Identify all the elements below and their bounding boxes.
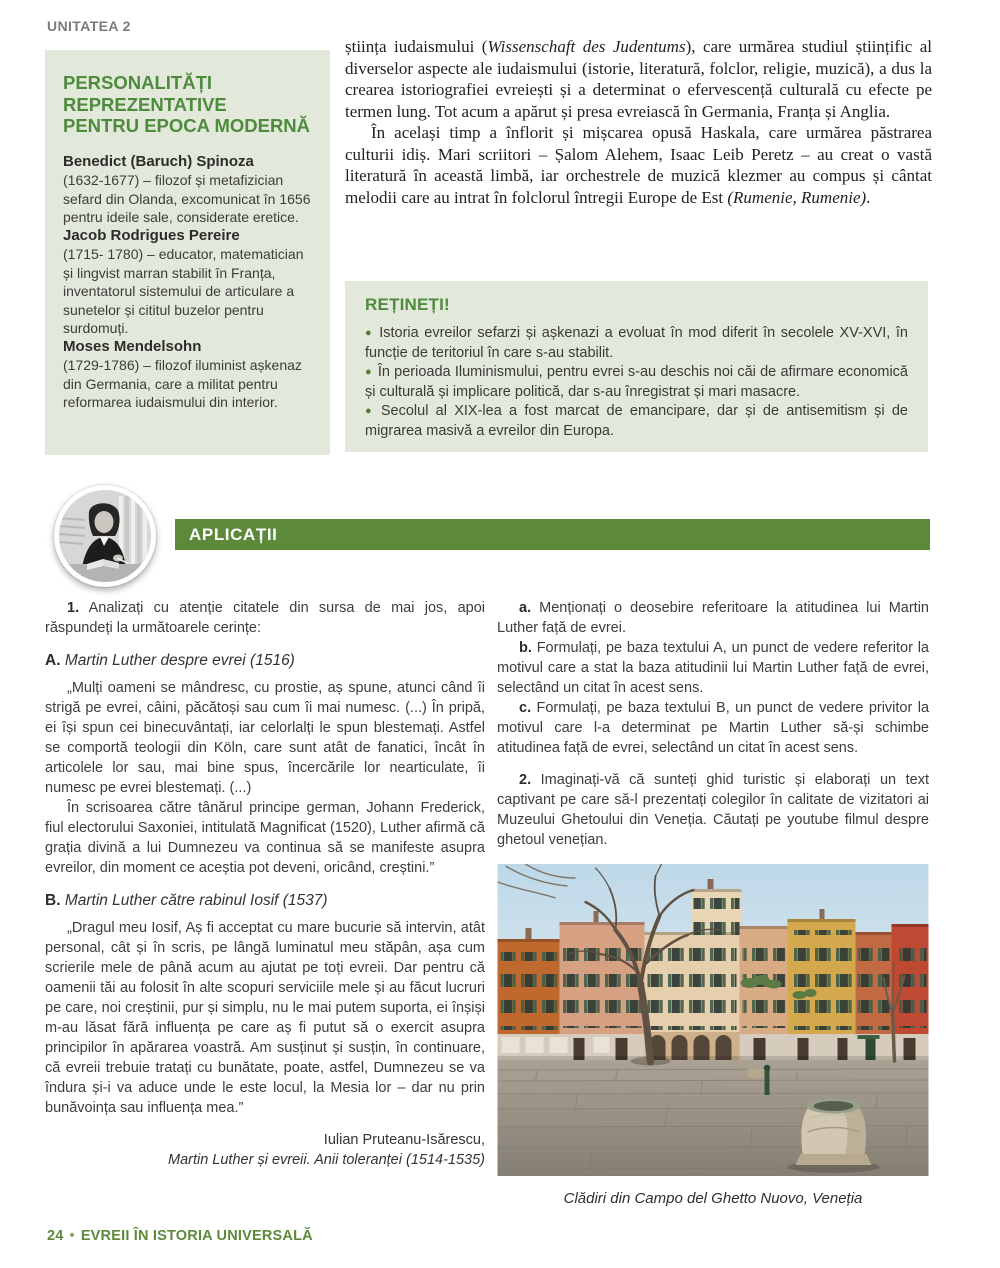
ghetto-nuovo-photo bbox=[497, 864, 929, 1176]
personality-name: Moses Mendelsohn bbox=[63, 337, 202, 355]
question-c: c. Formulați, pe baza textului B, un punct de vedere privitor la motivul care l-a determinat pe Martin Luther să-și schimbe atitudinea față de evrei, selectând un citat în acest sens. bbox=[497, 700, 930, 756]
title-line: PENTRU EPOCA MODERNĂ bbox=[63, 115, 311, 136]
anne-frank-photo-art bbox=[59, 490, 151, 582]
ghetto-nuovo-photo-art bbox=[497, 864, 929, 1176]
unit-label: UNITATEA 2 bbox=[47, 18, 131, 34]
personality-description: (1729-1786) – filozof iluminist așkenaz din Germania, care a militat pentru reformarea iudaismului din interior. bbox=[63, 357, 302, 410]
retineti-bullet: ● Secolul al XIX-lea a fost marcat de emancipare, dar și de antisemitism și de migrarea masivă a evreilor din Europa. bbox=[365, 403, 908, 439]
foreign-term: Wissenschaft des Judentums bbox=[487, 37, 686, 56]
title-line: REPREZENTATIVE bbox=[63, 93, 227, 115]
aplicatii-label: APLICAȚII bbox=[189, 524, 278, 544]
personality-entry bbox=[63, 227, 312, 338]
body-paragraph: În același timp a înflorit și mișcarea opusă Haskala, care urmărea păstrarea culturii idiș. Mari scriitori – Șalom Alehem, Isaac Leib Peretz – au creat o vastă literatură în această limbă, iar orchestrele de muzică klezmer au compus și cântat melodii care au intrat în folclorul întregii Europe de Est (Rumenie, Rumenie). bbox=[345, 123, 932, 207]
personality-name: Benedict (Baruch) Spinoza bbox=[63, 152, 254, 170]
source-a-quote: În scrisoarea către tânărul principe german, Johann Frederick, fiul electorului Saxoniei, intitulată Magnificat (1520), Luther afirmă că grația divină a lui Dumnezeu va continua să se manifeste asupra evreilor, din moment ce aceștia pot deveni, oricând, creștini.” bbox=[45, 800, 485, 876]
source-b-quote: „Dragul meu Iosif, Aș fi acceptat cu mare bucurie să intervin, atât personal, cât și în scris, pe lângă luminatul meu stăpân, așa cum scrierile mele de până acum au ajutat pe toți evreii. Dar pentru că oamenii tăi au folosit în alte scopuri serviciile mele și au făcut lucruri pe care, noi creștinii, pur și simplu, nu le mai putem suporta, ei înșiși m-au lăsat fără influența pe care aș fi putut să o exercit asupra principilor în apărarea voastră. Am susținut și susțin, în continuare, că evreii trebuie tratați cu bunătate, poate, astfel, Dumnezeu se va îndura și-i va aduce unde le este locul, la Mesia lor – dar nu prin bunăvoința sau influența mea.” bbox=[45, 920, 485, 1116]
exercise-column-right bbox=[497, 598, 929, 1209]
source-a-quote: „Mulți oameni se mândresc, cu prostie, aș spune, atunci când îi strigă pe evrei, câini, păcătoși sau cum îi mai numesc. (...) În pripă, ei își spun cei binecuvântați, iar celorlalți le spun blestemați. Astfel se comportă teologii din Köln, care sunt atât de fanatici, încât în articolele lor sau, mai bine spus, încercările lor nearticulate, îi numesc pe evrei blestemați. (...) bbox=[45, 680, 485, 796]
personalities-box bbox=[45, 50, 330, 455]
personality-name: Jacob Rodrigues Pereire bbox=[63, 226, 240, 244]
footer-bullet-icon: • bbox=[69, 1228, 75, 1244]
retineti-bullet: ● Istoria evreilor sefarzi și așkenazi a evoluat în mod diferit în secolele XV-XVI, în funcție de teritoriul în care s-au stabilit. bbox=[365, 325, 908, 361]
exercise-2: 2. Imaginați-vă că sunteți ghid turistic și elaborați un text captivant pe care să-l prezentați colegilor în calitate de vizitatori ai Muzeului Ghetoului din Veneția. Căutați pe youtube filmul despre ghetoul venețian. bbox=[497, 772, 929, 848]
photo-caption: Clădiri din Campo del Ghetto Nuovo, Veneția bbox=[563, 1190, 863, 1207]
source-a-heading: A. Martin Luther despre evrei (1516) bbox=[45, 652, 295, 669]
body-paragraph: știința iudaismului (Wissenschaft des Judentums), care urmărea studiul științific al diverselor aspecte ale iudaismului (istorie, literatură, folclor, religie, muzică), a dus la crearea istoriografiei evreiești și a determinat o efervescență culturală cu efecte pe termen lung. Tot acum a apărut și presa evreiască în Germania, Franța și Anglia. bbox=[345, 37, 933, 121]
page-footer bbox=[47, 1228, 313, 1244]
attribution-author: Iulian Pruteanu-Isărescu, bbox=[323, 1132, 485, 1148]
personalities-title bbox=[63, 72, 312, 137]
exercise-number: 1. bbox=[67, 600, 80, 616]
exercise-number: 2. bbox=[519, 772, 532, 788]
title-line: PERSONALITĂȚI bbox=[63, 72, 213, 93]
question-b: b. Formulați, pe baza textului A, un punct de vedere referitor la motivul care a stat la baza atitudinii lui Martin Luther față de evrei, selectând un citat în acest sens. bbox=[497, 640, 929, 696]
personality-entry bbox=[63, 338, 312, 412]
foreign-term: (Rumenie, Rumenie) bbox=[727, 187, 867, 207]
personality-description: (1715- 1780) – educator, matematician și lingvist marran stabilit în Franța, inventatorul sistemului de articulare a sunetelor și cititul buzelor pentru surdomuți. bbox=[63, 246, 304, 336]
page-number: 24 bbox=[47, 1228, 64, 1244]
lesson-body-text bbox=[345, 36, 932, 208]
question-a: a. Menționați o deosebire referitoare la atitudinea lui Martin Luther față de evrei. bbox=[497, 600, 929, 636]
exercise-1: 1. Analizați cu atenție citatele din sursa de mai jos, apoi răspundeți la următoarele cerințe: bbox=[45, 600, 485, 636]
personality-entry bbox=[63, 153, 312, 227]
aplicatii-banner bbox=[175, 519, 930, 550]
anne-frank-photo bbox=[54, 485, 156, 587]
retineti-box bbox=[345, 281, 928, 452]
retineti-title: REȚINEȚI! bbox=[365, 295, 450, 314]
source-b-heading: B. Martin Luther către rabinul Iosif (1537) bbox=[45, 892, 328, 909]
bullet-icon: ● bbox=[365, 327, 374, 339]
book-title: EVREII ÎN ISTORIA UNIVERSALĂ bbox=[80, 1228, 313, 1244]
personality-description: (1632-1677) – filozof și metafizician sefard din Olanda, excomunicat în 1656 pentru ideile sale, considerate eretice. bbox=[63, 172, 311, 225]
bullet-icon: ● bbox=[365, 405, 375, 417]
bullet-icon: ● bbox=[365, 366, 372, 378]
exercise-column-left bbox=[45, 598, 485, 1170]
source-attribution bbox=[45, 1130, 485, 1170]
attribution-work: Martin Luther și evreii. Anii toleranței (1514-1535) bbox=[167, 1152, 485, 1168]
retineti-bullet: ● În perioada Iluminismului, pentru evrei s-au deschis noi căi de afirmare economică și culturală și implicare politică, dar s-au înregistrat și mari masacre. bbox=[365, 364, 908, 400]
